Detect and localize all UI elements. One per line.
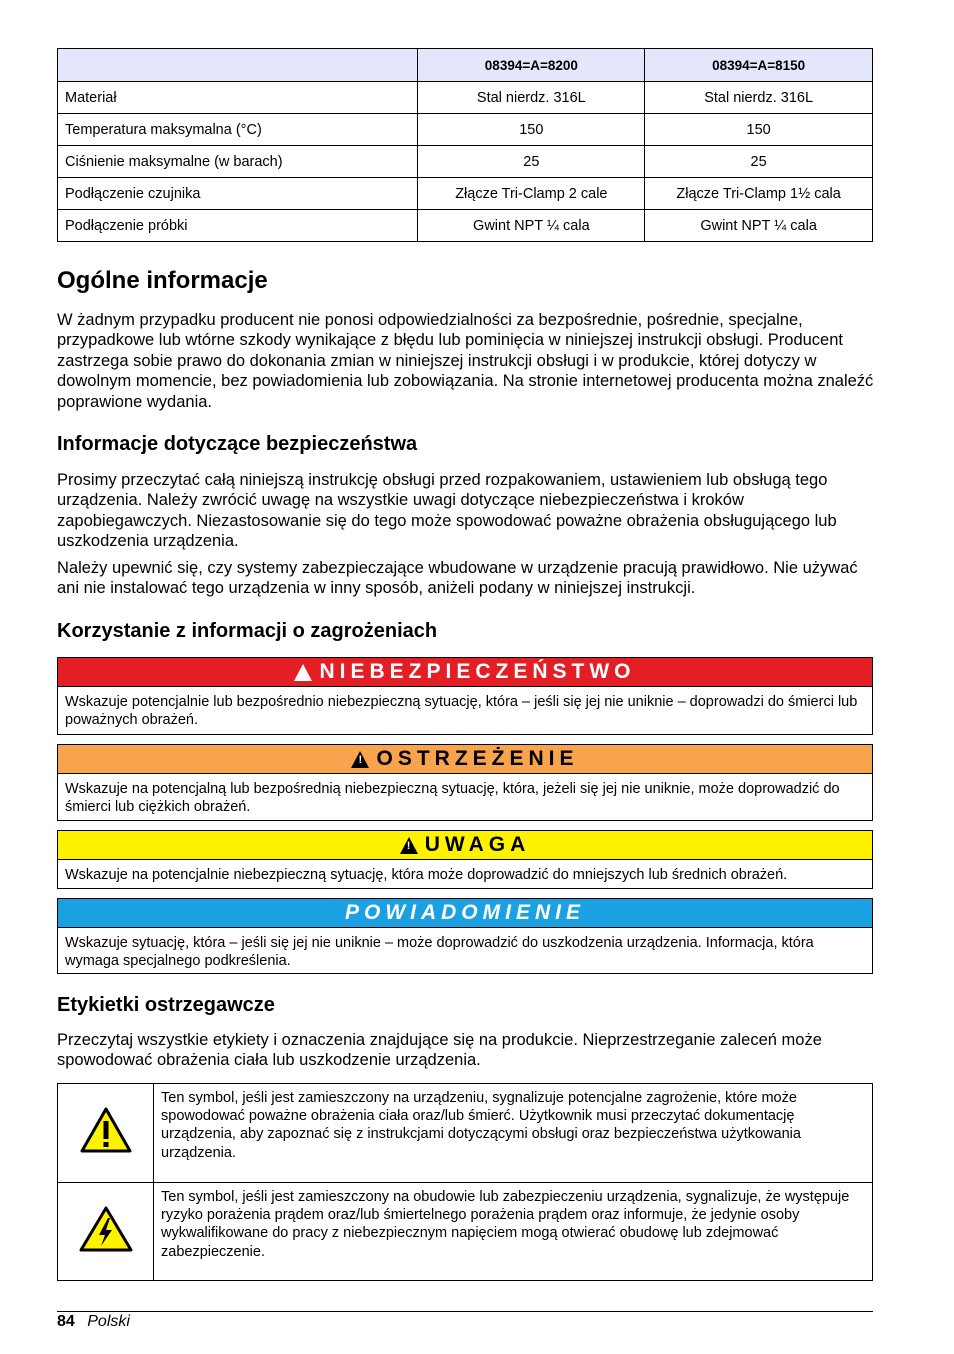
caution-text: Wskazuje na potencjalnie niebezpieczną sytuację, która może doprowadzić do mniejszych lub średnich obrażeń. [65,867,788,883]
table-cell: Podłączenie czujnika [58,178,418,210]
section-title-hazards: Korzystanie z informacji o zagrożeniach [57,620,438,642]
table-row [58,210,873,242]
general-paragraph: W żadnym przypadku producent nie ponosi odpowiedzialności za bezpośrednie, pośrednie, specjalne, przypadkowe lub wtórne szkody wynikające z błędu lub pominięcia w niniejszej instrukcji obsługi. Producent zastrzega sobie prawo do dokonania zmian w niniejszej instrukcji obsługi i w produkcie, której dotyczy w dowolnym momencie, bez powiadomienia lub zobowiązania. Na stronie internetowej producenta można znaleźć poprawione wydania. [57,311,874,411]
footer-language: Polski [87,1313,130,1330]
table-header-cell: 08394=A=8200 [418,49,645,82]
danger-header [58,658,872,687]
table-header-row [58,49,873,82]
page-footer [57,1313,130,1331]
warning-triangle-icon [351,751,369,768]
table-cell: Gwint NPT ¼ cala [645,210,873,242]
table-cell: Ciśnienie maksymalne (w barach) [58,146,418,178]
table-cell: Temperatura maksymalna (°C) [58,114,418,146]
table-cell: Stal nierdz. 316L [645,82,873,114]
warning-triangle-icon [79,1106,133,1154]
section-title-safety: Informacje dotyczące bezpieczeństwa [57,433,418,455]
warning-header [58,745,872,774]
table-cell: 25 [418,146,645,178]
table-cell: Złącze Tri-Clamp 2 cale [418,178,645,210]
labels-table [57,1083,873,1281]
notice-label: POWIADOMIENIE [344,901,585,924]
warning-label: OSTRZEŻENIE [376,747,579,770]
section-title-labels: Etykietki ostrzegawcze [57,994,275,1016]
table-row [58,114,873,146]
specification-table [57,48,873,242]
caution-header [58,831,872,860]
table-cell: Podłączenie próbki [58,210,418,242]
notice-text: Wskazuje sytuację, która – jeśli się jej nie uniknie – może doprowadzić do uszkodzenia urządzenia. Informacja, która wymaga specjalnego podkreślenia. [65,935,814,969]
label-description: Ten symbol, jeśli jest zamieszczony na obudowie lub zabezpieczeniu urządzenia, sygnalizuje, że występuje ryzyko porażenia prądem oraz/lub śmiertelnego porażenia prądem oraz informuje, że jedynie osoby wykwalifikowane do pracy z niebezpiecznym napięciem mogą otwierać obudowę lub zdejmować zabezpieczenie. [154,1183,873,1281]
page-number: 84 [57,1313,75,1330]
table-cell: 150 [418,114,645,146]
icon-cell [58,1084,154,1183]
caution-box [57,830,873,889]
safety-paragraph-2: Należy upewnić się, czy systemy zabezpieczające wbudowane w urządzenie pracują prawidłowo. Nie używać ani nie instalować tego urządzenia w inny sposób, aniżeli podany w niniejszej instrukcji. [57,559,858,598]
table-cell: Gwint NPT ¼ cala [418,210,645,242]
table-row [58,178,873,210]
table-cell: Złącze Tri-Clamp 1½ cala [645,178,873,210]
icon-cell [58,1183,154,1281]
caution-label: UWAGA [424,833,531,856]
table-cell: 150 [645,114,873,146]
table-row [58,82,873,114]
table-cell: Materiał [58,82,418,114]
table-row [58,146,873,178]
label-description: Ten symbol, jeśli jest zamieszczony na urządzeniu, sygnalizuje potencjalne zagrożenie, które może spowodować poważne obrażenia ciała oraz/lub śmierć. Użytkownik musi przeczytać dokumentację urządzenia, aby zapoznać się z instrukcjami dotyczącymi obsługi oraz bezpieczeństwa użytkowania urządzenia. [154,1084,873,1183]
table-cell: 25 [645,146,873,178]
danger-label: NIEBEZPIECZEŃSTWO [319,660,636,683]
electrical-hazard-icon [78,1205,134,1253]
notice-header [58,899,872,928]
warning-triangle-icon [294,664,312,681]
table-row [58,1183,873,1281]
table-header-cell: 08394=A=8150 [645,49,873,82]
table-cell: Stal nierdz. 316L [418,82,645,114]
warning-triangle-icon [400,837,418,854]
danger-text: Wskazuje potencjalnie lub bezpośrednio niebezpieczną sytuację, która – jeśli się jej nie uniknie – doprowadzi do śmierci lub poważnych obrażeń. [65,694,858,728]
safety-paragraph-1: Prosimy przeczytać całą niniejszą instrukcję obsługi przed rozpakowaniem, ustawieniem lub obsługą tego urządzenia. Należy zwrócić uwagę na wszystkie uwagi dotyczące niebezpieczeństwa i kroków zapobiegawczych. Niezastosowanie się do tego może spowodować poważne obrażenia obsługującego lub uszkodzenia urządzenia. [57,471,837,551]
warning-box [57,744,873,821]
section-title-general: Ogólne informacje [57,267,268,294]
warning-text: Wskazuje na potencjalną lub bezpośrednią niebezpieczną sytuację, która, jeżeli się jej nie uniknie, może doprowadzić do śmierci lub ciężkich obrażeń. [65,781,840,815]
table-row [58,1084,873,1183]
notice-box [57,898,873,974]
table-header-cell [58,49,418,82]
labels-paragraph: Przeczytaj wszystkie etykiety i oznaczenia znajdujące się na produkcie. Nieprzestrzeganie zaleceń może spowodować obrażenia ciała lub uszkodzenie urządzenia. [57,1031,822,1070]
danger-box [57,657,873,735]
footer-divider [57,1311,873,1312]
